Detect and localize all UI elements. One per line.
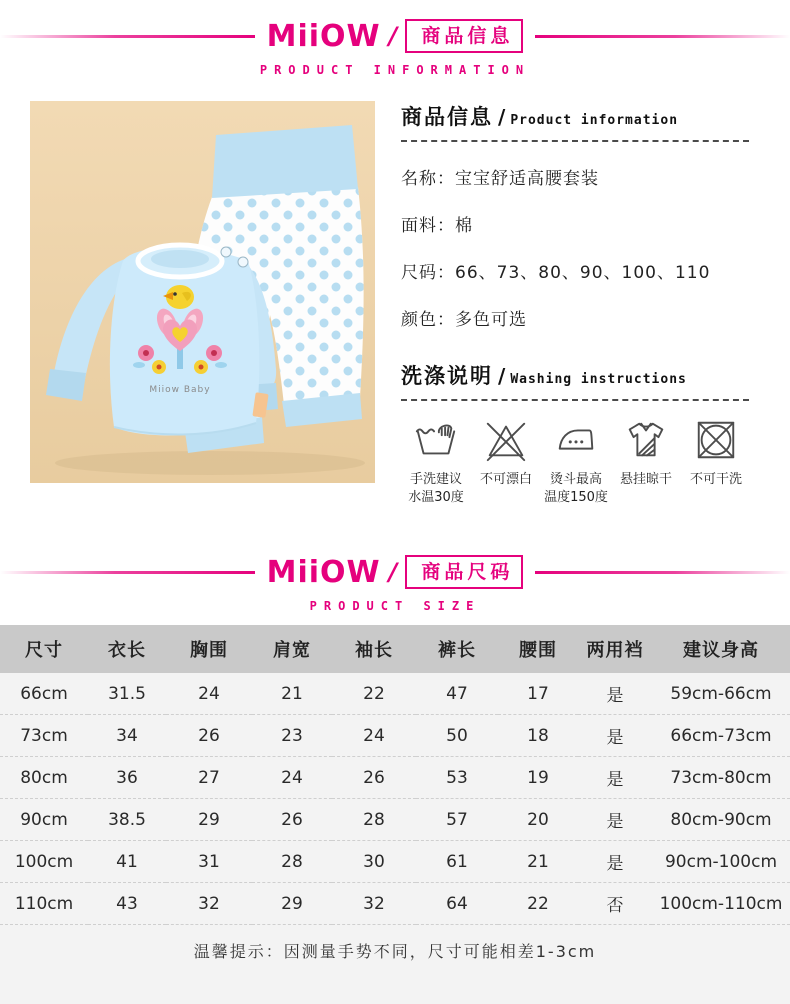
washing-item-label: 悬挂晾干 (619, 472, 672, 487)
table-cell: 18 (498, 715, 578, 757)
logo-slash: / (388, 22, 398, 50)
table-cell: 110cm (0, 883, 88, 925)
header-divider-left (0, 571, 255, 574)
table-cell: 是 (578, 673, 652, 715)
header-divider-right (535, 571, 790, 574)
table-cell: 32 (166, 883, 252, 925)
hand-wash-icon (413, 417, 459, 463)
section-title-box: 商品信息 (405, 19, 523, 54)
table-header-cell: 腰围 (498, 625, 578, 673)
washing-heading-slash: / (498, 364, 506, 388)
table-cell: 47 (416, 673, 498, 715)
washing-item-label: 烫斗最高 温度150度 (544, 472, 608, 505)
brand-logo: MiiOW (266, 18, 381, 54)
table-cell: 64 (416, 883, 498, 925)
field-value: 宝宝舒适高腰套装 (455, 169, 599, 189)
field-value: 多色可选 (455, 310, 527, 330)
table-cell: 29 (166, 799, 252, 841)
table-cell: 26 (252, 799, 332, 841)
table-header-cell: 尺寸 (0, 625, 88, 673)
table-row (0, 799, 790, 841)
iron-max-150-icon (553, 417, 599, 463)
washing-heading-en: Washing instructions (510, 372, 687, 387)
table-row (0, 883, 790, 925)
field-sizes (401, 258, 761, 283)
table-cell: 43 (88, 883, 166, 925)
table-header-cell: 建议身高 (652, 625, 790, 673)
table-cell: 34 (88, 715, 166, 757)
washing-item-label: 不可干洗 (689, 472, 742, 487)
product-photo-image (30, 101, 375, 483)
table-cell: 30 (332, 841, 416, 883)
field-value: 66、73、80、90、100、110 (455, 263, 711, 283)
washing-item-hand-wash (401, 417, 471, 506)
table-cell: 28 (332, 799, 416, 841)
header-divider-right (535, 35, 790, 38)
field-name (401, 164, 761, 189)
table-cell: 17 (498, 673, 578, 715)
info-heading-slash: / (498, 105, 506, 129)
table-cell: 73cm (0, 715, 88, 757)
table-cell: 31.5 (88, 673, 166, 715)
table-cell: 100cm (0, 841, 88, 883)
table-header-cell: 两用裆 (578, 625, 652, 673)
table-cell: 26 (332, 757, 416, 799)
table-cell: 59cm-66cm (652, 673, 790, 715)
washing-item-label: 不可漂白 (479, 472, 532, 487)
table-cell: 100cm-110cm (652, 883, 790, 925)
table-cell: 90cm-100cm (652, 841, 790, 883)
washing-item-iron (541, 417, 611, 506)
washing-item-no-bleach (471, 417, 541, 506)
product-info-panel (401, 101, 761, 506)
field-fabric (401, 211, 761, 236)
shirt-print-text: Miiow Baby (149, 385, 211, 395)
table-cell: 23 (252, 715, 332, 757)
table-cell: 24 (252, 757, 332, 799)
table-cell: 41 (88, 841, 166, 883)
product-size-header (0, 552, 790, 613)
product-info-section (0, 101, 790, 506)
table-cell: 24 (166, 673, 252, 715)
table-cell: 53 (416, 757, 498, 799)
header-divider-left (0, 35, 255, 38)
product-photo (30, 101, 375, 483)
table-cell: 24 (332, 715, 416, 757)
table-cell: 是 (578, 841, 652, 883)
table-cell: 29 (252, 883, 332, 925)
table-header-cell: 袖长 (332, 625, 416, 673)
table-cell: 61 (416, 841, 498, 883)
table-cell: 是 (578, 757, 652, 799)
dashed-divider (401, 140, 749, 142)
field-label: 尺码： (401, 263, 455, 283)
table-row (0, 841, 790, 883)
table-cell: 是 (578, 799, 652, 841)
table-header-cell: 肩宽 (252, 625, 332, 673)
washing-item-no-dry-clean (681, 417, 751, 506)
table-cell: 22 (498, 883, 578, 925)
table-row (0, 715, 790, 757)
field-label: 面料： (401, 216, 455, 236)
section-title-box: 商品尺码 (405, 555, 523, 590)
size-table (0, 625, 790, 925)
table-cell: 66cm (0, 673, 88, 715)
table-row (0, 673, 790, 715)
table-cell: 66cm-73cm (652, 715, 790, 757)
field-color (401, 305, 761, 330)
table-cell: 21 (498, 841, 578, 883)
table-cell: 90cm (0, 799, 88, 841)
table-cell: 21 (252, 673, 332, 715)
info-heading (401, 101, 761, 131)
field-label: 颜色： (401, 310, 455, 330)
table-cell: 20 (498, 799, 578, 841)
table-header-row (0, 625, 790, 673)
table-cell: 73cm-80cm (652, 757, 790, 799)
table-cell: 31 (166, 841, 252, 883)
table-header-cell: 裤长 (416, 625, 498, 673)
table-cell: 19 (498, 757, 578, 799)
table-cell: 27 (166, 757, 252, 799)
table-cell: 50 (416, 715, 498, 757)
field-value: 棉 (455, 216, 473, 236)
table-cell: 80cm (0, 757, 88, 799)
dashed-divider (401, 399, 749, 401)
no-dry-clean-icon (693, 417, 739, 463)
washing-heading-cn: 洗涤说明 (401, 364, 493, 388)
field-label: 名称： (401, 169, 455, 189)
table-cell: 26 (166, 715, 252, 757)
table-cell: 是 (578, 715, 652, 757)
table-cell: 22 (332, 673, 416, 715)
measurement-note: 温馨提示：因测量手势不同，尺寸可能相差1-3cm (193, 942, 597, 962)
table-cell: 80cm-90cm (652, 799, 790, 841)
table-cell: 38.5 (88, 799, 166, 841)
washing-heading (401, 360, 761, 390)
no-bleach-icon (483, 417, 529, 463)
section-subtitle: PRODUCT SIZE (309, 599, 481, 614)
table-cell: 否 (578, 883, 652, 925)
info-heading-en: Product information (510, 113, 679, 128)
logo-slash: / (388, 558, 398, 587)
washing-icons-row (401, 417, 761, 506)
washing-item-label: 手洗建议 水温30度 (408, 472, 464, 505)
size-table-section (0, 625, 790, 1004)
hang-dry-icon (623, 417, 669, 463)
table-cell: 57 (416, 799, 498, 841)
table-cell: 32 (332, 883, 416, 925)
table-row (0, 757, 790, 799)
product-info-header (0, 0, 790, 77)
table-header-cell: 衣长 (88, 625, 166, 673)
table-cell: 36 (88, 757, 166, 799)
table-cell: 28 (252, 841, 332, 883)
section-subtitle: PRODUCT INFORMATION (259, 63, 531, 77)
info-heading-cn: 商品信息 (401, 105, 493, 129)
table-header-cell: 胸围 (166, 625, 252, 673)
washing-item-hang-dry (611, 417, 681, 506)
brand-logo: MiiOW (266, 554, 381, 590)
